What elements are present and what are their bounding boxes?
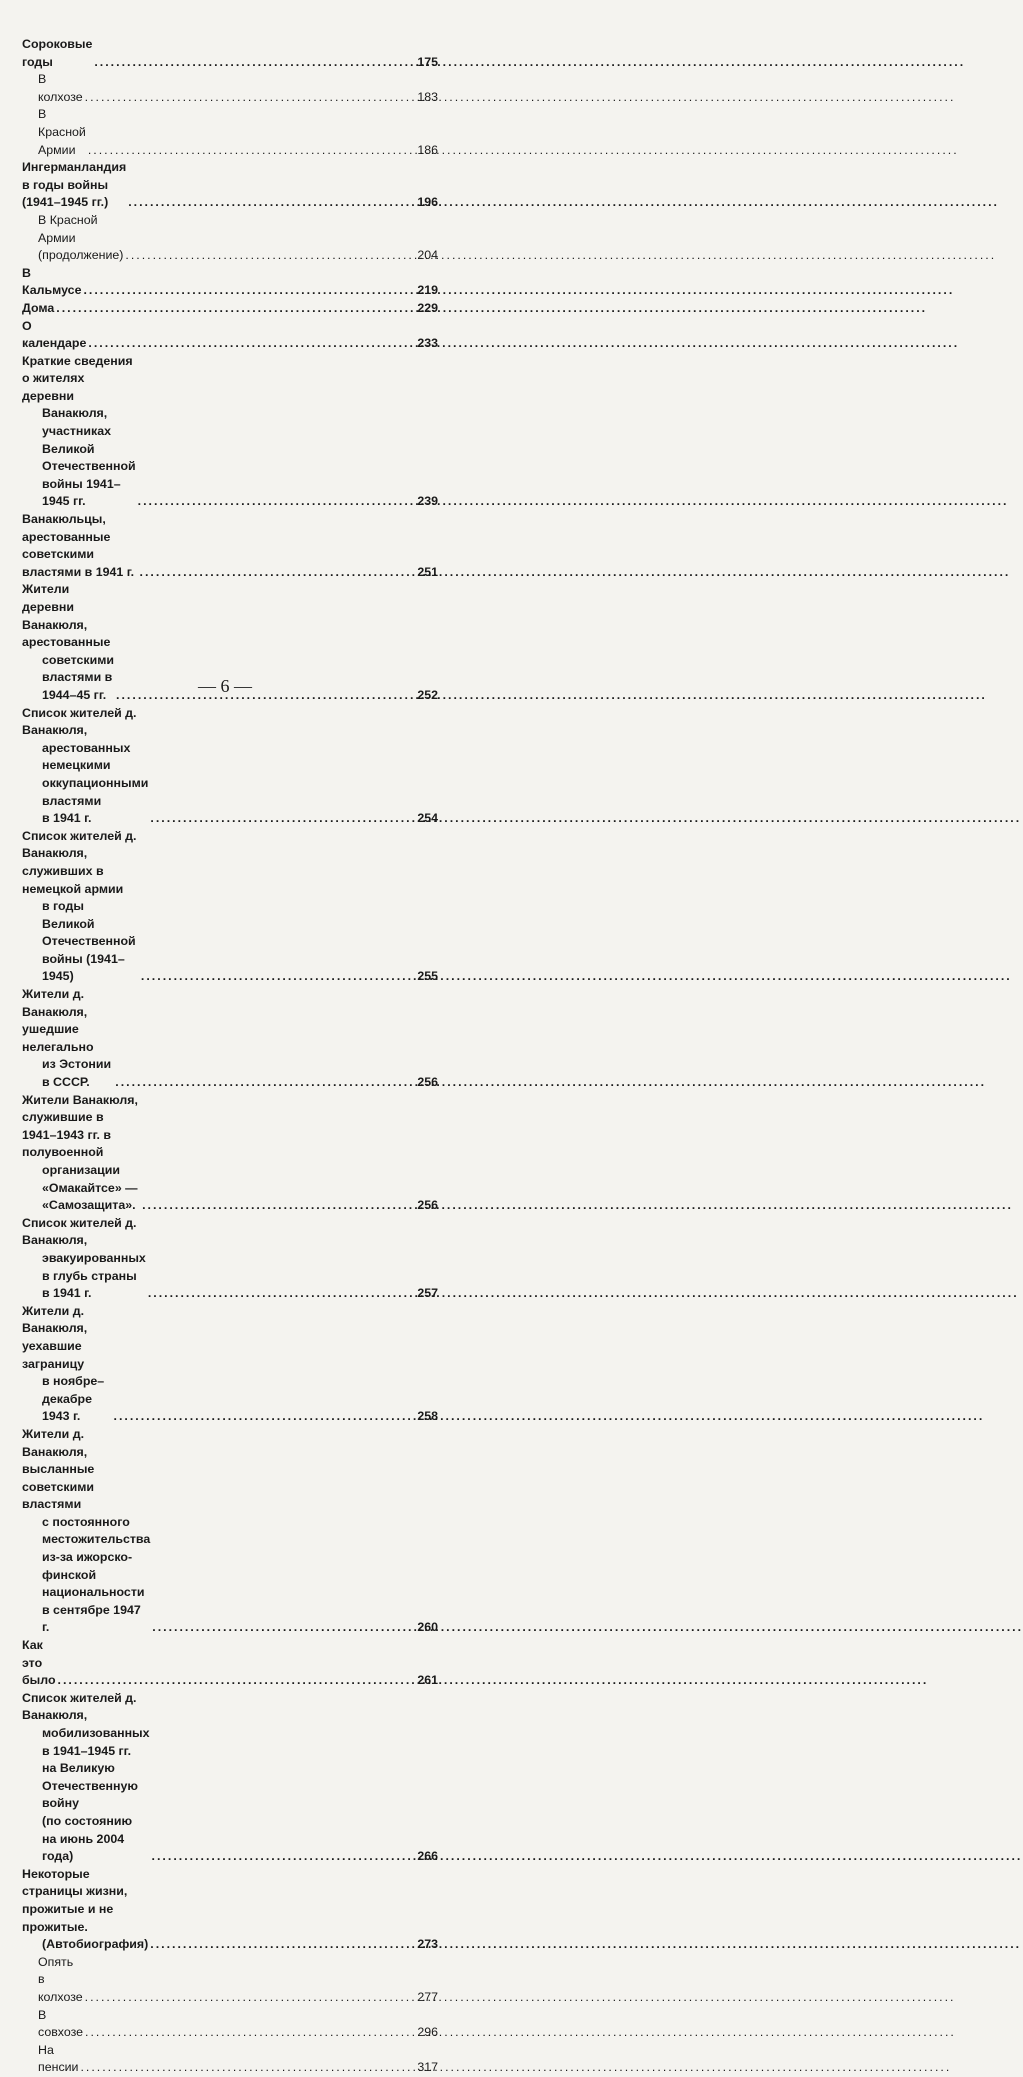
toc-entry (22, 705, 438, 828)
toc-leader-dots (85, 2024, 414, 2042)
toc-page-number: 204 (417, 248, 438, 263)
toc-entry (22, 2042, 438, 2077)
toc-entry-line: На пенсии (38, 2042, 79, 2075)
toc-entry (22, 353, 438, 511)
toc-entry-title (38, 2007, 83, 2042)
toc-leader-dots (128, 194, 414, 212)
toc-page-number: 255 (417, 969, 438, 984)
toc-page-number: 296 (417, 2025, 438, 2040)
toc-entry-line: Ванакюля, участниках Великой (42, 406, 112, 456)
toc-entry-line: Дома (22, 300, 55, 315)
toc-entry-title (22, 318, 86, 353)
table-of-contents (22, 36, 438, 2077)
toc-entry-title (38, 71, 83, 106)
toc-entry-line: В Красной Армии (продолжение) (38, 212, 124, 263)
toc-entry (22, 2007, 438, 2042)
toc-entry-title (22, 705, 148, 828)
toc-leader-dots (150, 810, 414, 828)
toc-entry-line: Список жителей д. Ванакюля, (22, 1690, 137, 1723)
toc-entry-line: Отечественной войны 1941–1945 гг. (42, 459, 136, 509)
toc-entry (22, 300, 438, 318)
toc-page-number: 233 (417, 336, 438, 351)
toc-entry-title (38, 1954, 83, 2007)
toc-entry (22, 36, 438, 71)
toc-page-number: 196 (417, 195, 438, 210)
toc-entry-title (38, 106, 86, 159)
toc-entry-title (22, 265, 81, 300)
toc-leader-dots (83, 282, 414, 300)
toc-entry-line: на Великую Отечественную (42, 1761, 138, 1793)
toc-page-number: 186 (417, 142, 438, 157)
toc-page-number: 251 (417, 564, 438, 579)
toc-entry-line: в ноябре–декабре 1943 г. (42, 1374, 105, 1424)
toc-entry-line: В колхозе (38, 72, 83, 104)
toc-entry (22, 1303, 438, 1426)
toc-entry (22, 71, 438, 106)
toc-entry-title (22, 353, 136, 511)
toc-entry-line: в 1941 г. (42, 811, 92, 826)
toc-entry-line: с постоянного местожительства (42, 1514, 151, 1547)
toc-entry-line: организации «Омакайтсе» — «Самозащита». (42, 1163, 138, 1213)
toc-leader-dots (56, 300, 414, 318)
toc-entry-title (38, 2042, 78, 2077)
toc-page-number: 277 (417, 1989, 438, 2004)
toc-entry (22, 265, 438, 300)
toc-page-number: 183 (417, 89, 438, 104)
toc-leader-dots (141, 968, 414, 986)
toc-leader-dots (80, 2059, 414, 2077)
toc-entry-line: Некоторые страницы жизни, прожитые и не прожитые. (22, 1866, 128, 1934)
toc-entry-line: В совхозе (38, 2007, 84, 2040)
toc-entry-line: из-за ижорско-финской национальности (42, 1550, 145, 1600)
toc-page-number: 317 (417, 2060, 438, 2075)
toc-page-number: 175 (417, 54, 438, 69)
toc-entry-title (22, 1215, 146, 1303)
toc-entry-line: Ванакюльцы, арестованные советскими властями в 1941 г. (22, 512, 135, 579)
toc-entry-title (38, 212, 123, 265)
toc-entry-line: В Красной Армии (38, 107, 86, 157)
toc-entry-title (22, 300, 54, 318)
toc-entry (22, 212, 438, 265)
toc-entry (22, 106, 438, 159)
toc-leader-dots (85, 1989, 414, 2007)
toc-leader-dots (58, 1672, 415, 1690)
toc-entry-line: в годы Великой Отечественной войны (1941–1945) (42, 899, 136, 984)
toc-entry-line: мобилизованных в 1941–1945 гг. (42, 1726, 150, 1758)
toc-leader-dots (152, 1619, 414, 1637)
toc-entry-line: В Кальмусе (22, 265, 82, 298)
toc-page-number: 239 (417, 494, 438, 509)
toc-entry-line: Жители д. Ванакюля, высланные советскими властями (22, 1426, 95, 1512)
toc-entry (22, 1954, 438, 2007)
toc-entry-title (22, 1637, 56, 1690)
toc-leader-dots (140, 564, 414, 582)
toc-page-number: 256 (417, 1075, 438, 1090)
toc-entry (22, 1690, 438, 1866)
toc-entry (22, 1426, 438, 1637)
toc-entry-line: Жители д. Ванакюля, уехавшие заграницу (22, 1303, 88, 1371)
toc-leader-dots (115, 1074, 414, 1092)
toc-entry-title (22, 1303, 112, 1426)
toc-entry-title (22, 511, 138, 581)
toc-leader-dots (138, 493, 414, 511)
toc-leader-dots (152, 1848, 414, 1866)
toc-entry (22, 1637, 438, 1690)
toc-entry-line: Список жителей д. Ванакюля, служивших в немецкой армии (22, 828, 137, 896)
toc-entry-line: Ингерманландия в годы войны (1941–1945 гг.) (22, 160, 127, 210)
toc-leader-dots (148, 1285, 414, 1303)
toc-entry-line: О календаре (22, 318, 87, 351)
toc-entry-line: войну (42, 1796, 80, 1811)
toc-entry-title (22, 1690, 150, 1866)
toc-entry (22, 1092, 438, 1215)
toc-entry (22, 511, 438, 581)
toc-entry-line: в сентябре 1947 г. (42, 1602, 141, 1635)
toc-entry-line: арестованных немецкими оккупационными властями (42, 740, 149, 808)
toc-page-number: 219 (417, 283, 438, 298)
toc-entry (22, 1866, 438, 1954)
toc-page-number: 229 (417, 300, 438, 315)
toc-leader-dots (150, 1936, 414, 1954)
toc-page-number: 256 (417, 1198, 438, 1213)
toc-page-number: 254 (417, 811, 438, 826)
toc-entry (22, 1215, 438, 1303)
toc-entry-line: Краткие сведения о жителях деревни (22, 353, 133, 403)
toc-page-number: 273 (417, 1937, 438, 1952)
toc-entry (22, 318, 438, 353)
toc-entry-title (22, 986, 113, 1092)
toc-entry-title (22, 1092, 140, 1215)
toc-entry (22, 828, 438, 986)
toc-entry-line: Жители деревни Ванакюля, арестованные (22, 582, 111, 650)
toc-entry-line: Сороковые годы (22, 37, 93, 69)
toc-entry-line: советскими властями в 1944–45 гг. (42, 652, 115, 702)
toc-leader-dots (142, 1197, 414, 1215)
toc-entry-title (22, 1866, 148, 1954)
toc-page-number: 258 (417, 1409, 438, 1424)
toc-entry (22, 159, 438, 212)
toc-entry-line: Жители д. Ванакюля, ушедшие нелегально (22, 987, 94, 1054)
toc-entry-line: Список жителей д. Ванакюля, (22, 705, 137, 738)
toc-leader-dots (94, 54, 414, 72)
toc-entry-line: Опять в колхозе (38, 1954, 83, 2004)
toc-leader-dots (88, 335, 414, 353)
toc-page-number: 257 (417, 1286, 438, 1301)
toc-entry-line: Как это было (22, 1638, 56, 1688)
toc-entry-line: из Эстонии в СССР. (42, 1057, 112, 1090)
toc-entry-line: (Автобиография) (42, 1937, 149, 1952)
page-number: — 6 — (198, 676, 252, 696)
toc-leader-dots (88, 142, 414, 160)
toc-entry-title (22, 1426, 150, 1637)
toc-page-number: 266 (417, 1849, 438, 1864)
toc-leader-dots (114, 1408, 414, 1426)
toc-entry-title (22, 36, 92, 71)
toc-page-number: 261 (417, 1673, 438, 1688)
toc-entry-title (22, 828, 139, 986)
toc-entry-title (22, 159, 126, 212)
toc-leader-dots (85, 89, 414, 107)
toc-page-number: 252 (417, 687, 438, 702)
toc-entry (22, 986, 438, 1092)
toc-entry-line: эвакуированных в глубь страны в 1941 г. (42, 1250, 146, 1301)
toc-entry-line: (по состоянию на июнь 2004 года) (42, 1813, 133, 1864)
toc-leader-dots (125, 247, 414, 265)
toc-entry-line: Жители Ванакюля, служившие в 1941–1943 гг. в полувоенной (22, 1092, 138, 1160)
toc-entry-line: Список жителей д. Ванакюля, (22, 1215, 137, 1248)
toc-page-number: 260 (417, 1620, 438, 1635)
